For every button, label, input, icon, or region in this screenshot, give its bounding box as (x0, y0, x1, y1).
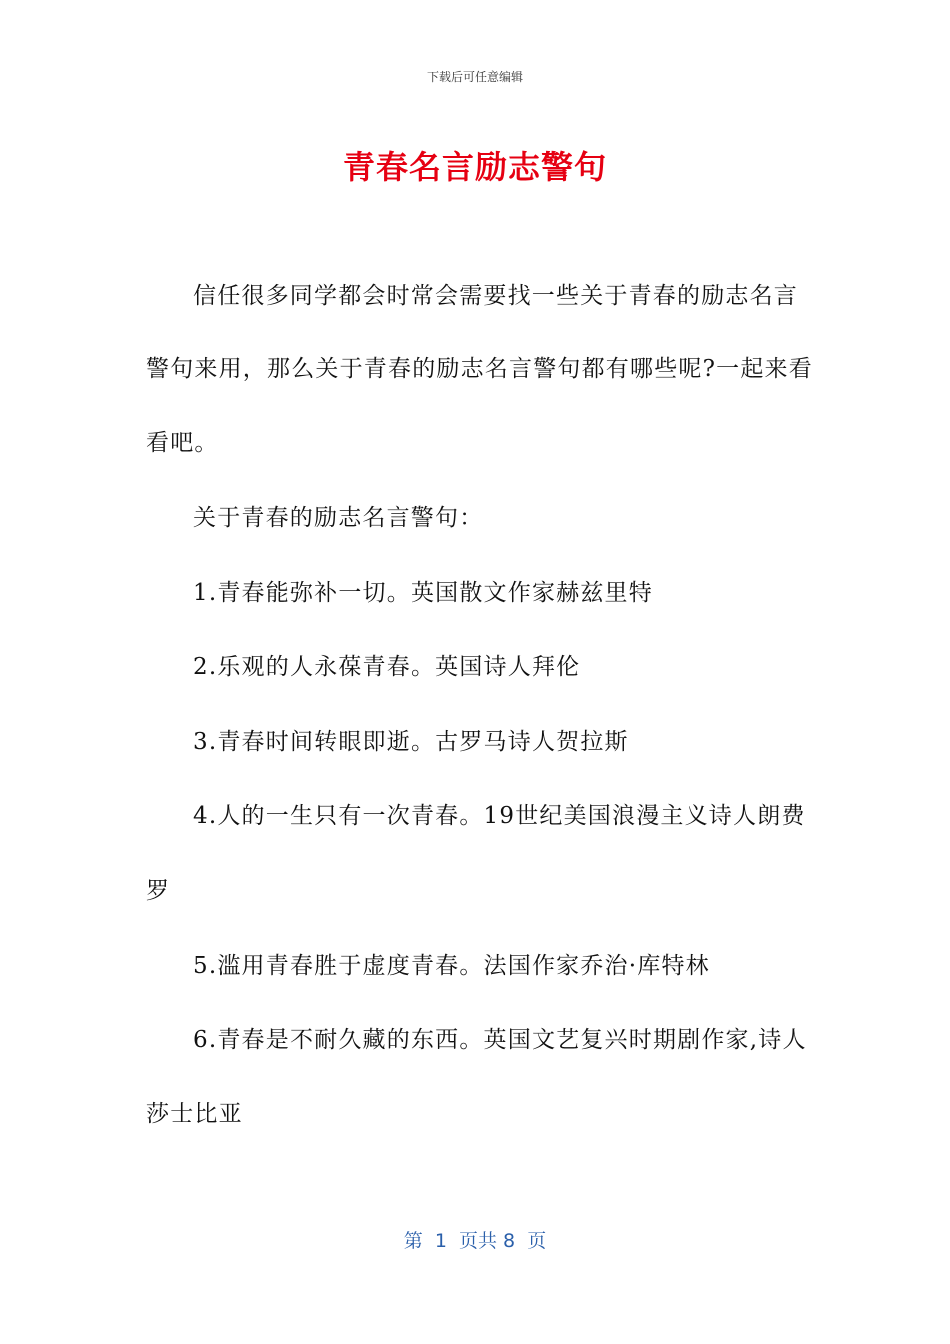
quote-item-continued: 罗 (146, 878, 171, 904)
quote-item: 1.青春能弥补一切。英国散文作家赫兹里特 (193, 580, 653, 606)
page-number-footer: 第 1 页共 8 页 (403, 1230, 547, 1252)
paragraph-line: 警句来用，那么关于青春的励志名言警句都有哪些呢?一起来看 (146, 356, 813, 382)
quote-item: 4.人的一生只有一次青春。19世纪美国浪漫主义诗人朗费 (193, 803, 806, 829)
quote-item: 3.青春时间转眼即逝。古罗马诗人贺拉斯 (193, 729, 629, 755)
section-heading: 关于青春的励志名言警句： (193, 505, 484, 531)
quote-item: 6.青春是不耐久藏的东西。英国文艺复兴时期剧作家,诗人 (193, 1027, 807, 1053)
document-title: 青春名言励志警句 (342, 148, 607, 186)
quote-item: 5.滥用青春胜于虚度青春。法国作家乔治·库特林 (193, 953, 710, 979)
paragraph-line: 信任很多同学都会时常会需要找一些关于青春的励志名言 (193, 283, 798, 309)
paragraph-line: 看吧。 (146, 430, 219, 456)
header-note: 下载后可任意编辑 (426, 70, 523, 84)
quote-item-continued: 莎士比亚 (146, 1101, 243, 1127)
quote-item: 2.乐观的人永葆青春。英国诗人拜伦 (193, 654, 581, 680)
